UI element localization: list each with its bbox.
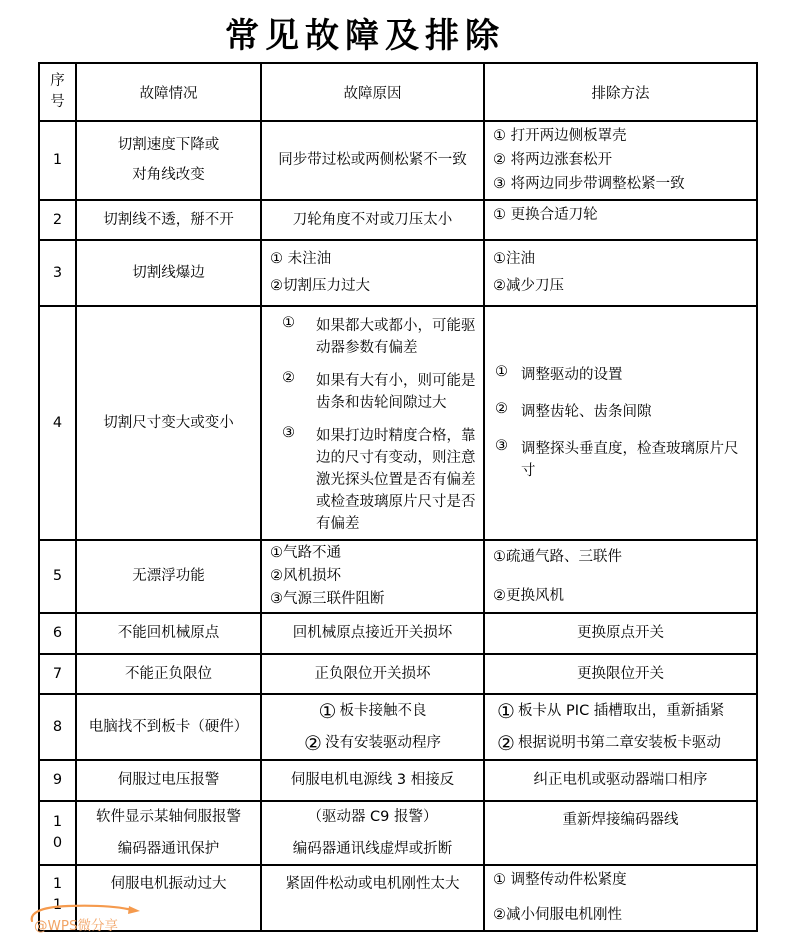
cell-num: 2 <box>39 200 76 240</box>
cell-num: 1 <box>39 121 76 200</box>
cell-situation: 切割尺寸变大或变小 <box>76 306 261 540</box>
cell-num: 4 <box>39 306 76 540</box>
header-fix: 排除方法 <box>484 63 757 121</box>
cell-cause: ①气路不通 ②风机损坏 ③气源三联件阻断 <box>261 540 484 613</box>
circled-number-marker: ① <box>318 699 337 723</box>
cell-fix: ① 打开两边侧板罩壳 ② 将两边涨套松开 ③ 将两边同步带调整松紧一致 <box>484 121 757 200</box>
cell-cause: 伺服电机电源线 3 相接反 <box>261 760 484 801</box>
list-item <box>282 425 477 535</box>
cell-num: 9 <box>39 760 76 801</box>
cell-situation: 切割线爆边 <box>76 240 261 306</box>
cell-num: 6 <box>39 613 76 654</box>
cell-num: 8 <box>39 694 76 760</box>
cell-situation: 伺服电机振动过大 <box>76 865 261 931</box>
list-item <box>497 699 752 723</box>
table-row-3 <box>39 240 757 306</box>
circled-number-marker: ② <box>497 731 515 755</box>
list-item <box>495 438 748 482</box>
cell-fix: ① 调整传动件松紧度 ②减小伺服电机刚性 <box>484 865 757 931</box>
list-item <box>495 364 748 386</box>
table-row-9 <box>39 760 757 801</box>
list-item-text: 调整齿轮、齿条间隙 <box>521 404 652 420</box>
list-item-text: 如果有大有小，则可能是齿条和齿轮间隙过大 <box>316 373 476 411</box>
cell-cause: 回机械原点接近开关损坏 <box>261 613 484 654</box>
cell-fix: ① 更换合适刀轮 <box>484 200 757 240</box>
circled-number-marker: ③ <box>495 438 508 454</box>
list-item <box>497 731 752 755</box>
cell-situation: 不能正负限位 <box>76 654 261 694</box>
circled-number-marker: ① <box>495 364 508 380</box>
cell-num: 1 0 <box>39 801 76 865</box>
list-item-text: 如果打边时精度合格，靠边的尺寸有变动，则注意激光探头位置是否有偏差或检查玻璃原片尺寸是否有偏差 <box>316 428 476 532</box>
cell-situation: 切割线不透，掰不开 <box>76 200 261 240</box>
circled-number-marker: ① <box>497 699 515 723</box>
cell-num: 3 <box>39 240 76 306</box>
cell-situation: 切割速度下降或 对角线改变 <box>76 121 261 200</box>
cell-cause <box>261 306 484 540</box>
cell-cause <box>261 694 484 760</box>
cell-num: 1 1 <box>39 865 76 931</box>
cell-cause: 紧固件松动或电机刚性太大 <box>261 865 484 931</box>
list-item-text: 调整驱动的设置 <box>521 367 623 383</box>
table-row-10 <box>39 801 757 865</box>
list-item <box>282 315 477 359</box>
cell-fix: 更换原点开关 <box>484 613 757 654</box>
header-situation: 故障情况 <box>76 63 261 121</box>
cell-fix: ①疏通气路、三联件 ②更换风机 <box>484 540 757 613</box>
cell-num: 5 <box>39 540 76 613</box>
cell-fix <box>484 694 757 760</box>
list-item-text: 板卡从 PIC 插槽取出，重新插紧 <box>517 703 725 719</box>
table-header-row <box>39 63 757 121</box>
cell-situation: 伺服过电压报警 <box>76 760 261 801</box>
cell-num: 7 <box>39 654 76 694</box>
cell-situation: 软件显示某轴伺服报警 编码器通讯保护 <box>76 801 261 865</box>
list-item-text: 根据说明书第二章安装板卡驱动 <box>517 735 721 751</box>
page-title: 常见故障及排除 <box>225 16 505 56</box>
list-item <box>266 699 479 723</box>
fault-table <box>38 62 758 932</box>
table-row-6 <box>39 613 757 654</box>
circled-number-marker: ② <box>304 731 322 755</box>
cell-fix: ①注油 ②减少刀压 <box>484 240 757 306</box>
list-item-text: 调整探头垂直度，检查玻璃原片尺寸 <box>521 441 739 479</box>
circled-number-marker: ③ <box>282 425 295 441</box>
cell-cause: 正负限位开关损坏 <box>261 654 484 694</box>
cell-fix: 重新焊接编码器线 <box>484 801 757 865</box>
circled-number-marker: ① <box>282 315 295 331</box>
cell-fix <box>484 306 757 540</box>
table-row-5 <box>39 540 757 613</box>
list-item-text: 如果都大或都小，可能驱动器参数有偏差 <box>316 318 476 356</box>
table-row-1 <box>39 121 757 200</box>
cell-situation: 不能回机械原点 <box>76 613 261 654</box>
list-item <box>495 401 748 423</box>
cell-situation: 电脑找不到板卡（硬件） <box>76 694 261 760</box>
table-row-8 <box>39 694 757 760</box>
circled-number-marker: ② <box>495 401 508 417</box>
cell-situation: 无漂浮功能 <box>76 540 261 613</box>
table-row-2 <box>39 200 757 240</box>
cell-cause: ① 未注油 ②切割压力过大 <box>261 240 484 306</box>
list-item-text: 板卡接触不良 <box>339 703 427 719</box>
list-item-text: 没有安装驱动程序 <box>324 735 441 751</box>
cell-cause: （驱动器 C9 报警） 编码器通讯线虚焊或折断 <box>261 801 484 865</box>
watermark <box>28 902 158 936</box>
circled-number-marker: ② <box>282 370 295 386</box>
table-row-4 <box>39 306 757 540</box>
watermark-text: @WPS微分享 <box>34 918 119 934</box>
cell-cause: 刀轮角度不对或刀压太小 <box>261 200 484 240</box>
cell-cause: 同步带过松或两侧松紧不一致 <box>261 121 484 200</box>
list-item <box>282 370 477 414</box>
cell-fix: 纠正电机或驱动器端口相序 <box>484 760 757 801</box>
list-item <box>266 731 479 755</box>
header-num: 序 号 <box>39 63 76 121</box>
cell-fix: 更换限位开关 <box>484 654 757 694</box>
table-row-7 <box>39 654 757 694</box>
header-cause: 故障原因 <box>261 63 484 121</box>
